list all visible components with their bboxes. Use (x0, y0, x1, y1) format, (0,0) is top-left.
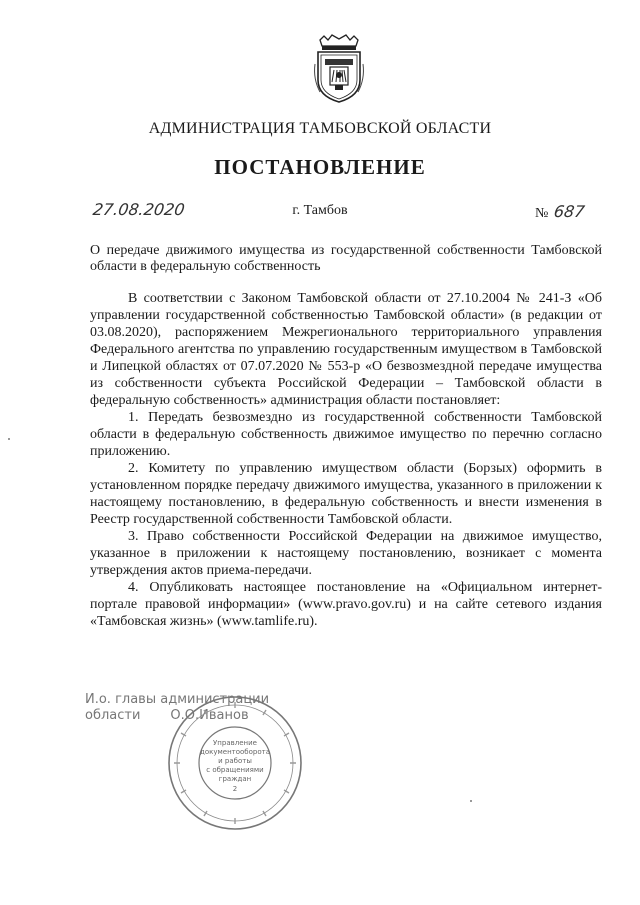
signatory-position-line2: области (85, 708, 141, 723)
handwritten-date: 27.08.2020 (91, 200, 186, 219)
clause-1: 1. Передать безвозмездно из государственной собственности Тамбовской области в федеральную собственность движимое имущество по перечню согласно приложению. (90, 410, 602, 459)
stamp-number: 2 (232, 785, 238, 793)
preamble-paragraph: В соответствии с Законом Тамбовской области от 27.10.2004 № 241-З «Об управлении государственной собственностью Тамбовской области» (в редакции от 03.08.2020), распоряжением Межрегионального территориального управления Федерального агентства по управлению государственным имуществом в Тамбовской и Липецкой областях от 07.07.2020 № 553-р «О безвозмездной передаче имущества из собственности субъекта Российской Федерации – Тамбовской области в федеральную собственность» администрация области постановляет: (90, 291, 602, 408)
clause-3: 3. Право собственности Российской Федерации на движимое имущество, указанное в приложении к настоящему постановлению, возникает с момента утверждения актов приема-передачи. (90, 529, 602, 578)
stamp-line-3: и работы (218, 757, 252, 765)
handwritten-number: 687 (552, 202, 586, 221)
clause-4: 4. Опубликовать настоящее постановление на «Официальном интернет-портале правовой информации» (www.pravo.gov.ru) и на сайте сетевого издания «Тамбовская жизнь» (www.tamlife.ru). (90, 580, 602, 629)
stamp-line-2: документооборота (200, 748, 270, 756)
document-subject: О передаче движимого имущества из государственной собственности Тамбовской области в федеральную собственность (90, 243, 602, 274)
number-prefix: № (535, 206, 549, 221)
document-type-title: ПОСТАНОВЛЕНИЕ (214, 155, 426, 179)
official-stamp (165, 693, 305, 833)
stamp-line-5: граждан (218, 775, 252, 783)
stamp-line-1: Управление (213, 739, 257, 747)
stamp-line-4: с обращениями (206, 766, 264, 774)
scan-mark (8, 438, 10, 440)
document-body (90, 290, 602, 630)
signatory-position-line1: И.о. главы администрации (85, 692, 270, 707)
document-number (535, 202, 584, 222)
scan-mark (470, 800, 472, 802)
clause-2: 2. Комитету по управлению имуществом области (Борзых) оформить в установленном порядке передачу движимого имущества, указанного в приложении к настоящему постановлению, в федеральную собственность и внести изменения в Реестр государственной собственности Тамбовской области. (90, 461, 602, 527)
signatory-name: О.О.Иванов (170, 708, 249, 723)
city-label: г. Тамбов (292, 203, 348, 218)
coat-of-arms-icon (312, 34, 366, 104)
organization-title: АДМИНИСТРАЦИЯ ТАМБОВСКОЙ ОБЛАСТИ (148, 120, 492, 137)
